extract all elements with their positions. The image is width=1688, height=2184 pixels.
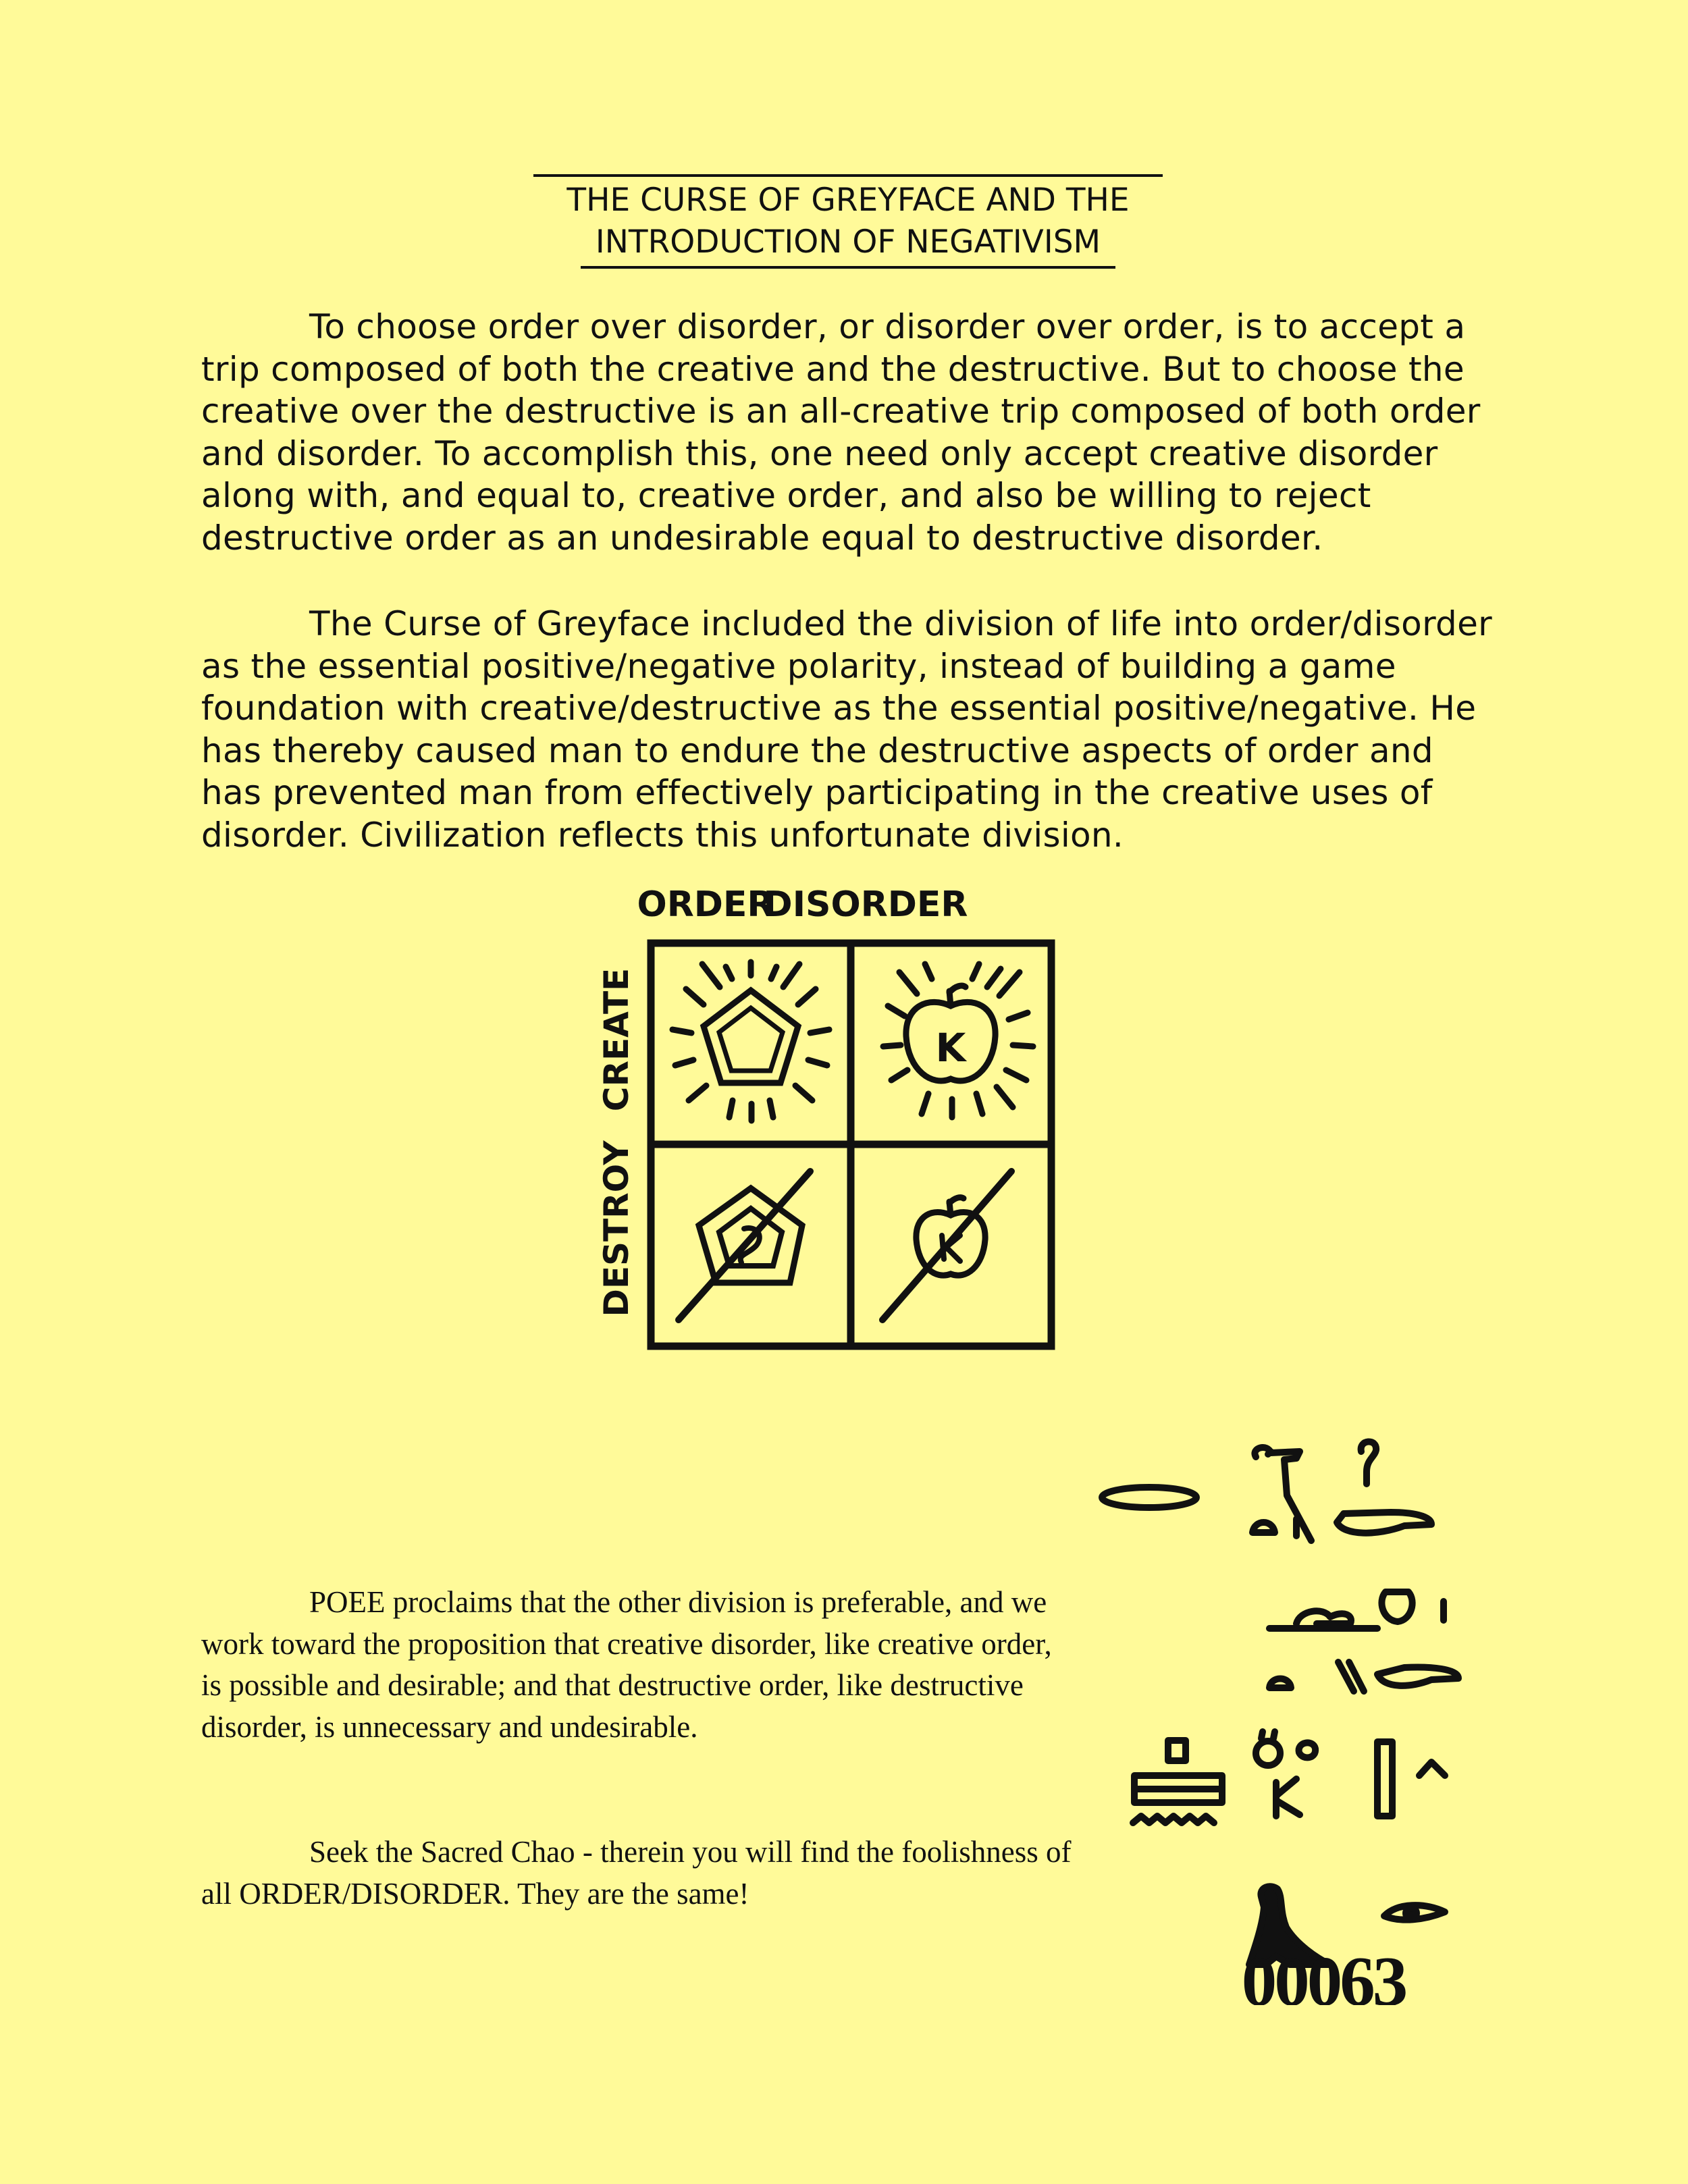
pot-glyph-icon [1381, 1592, 1444, 1622]
radiant-apple-icon [883, 964, 1033, 1117]
paragraph-1: To choose order over disorder, or disorder over order, is to accept a trip composed of both the creative and the destructive. But to choose the creative over the destructive is an all-creative trip composed of both order and disorder. To accomplish this, one need only accept creative disorder along with, and equal to, creative order, and also be willing to reject destructive order as an undesirable equal to destructive disorder. [201, 307, 1481, 558]
lion-glyph-icon [1269, 1611, 1377, 1628]
hieroglyphs-decoration [1094, 1424, 1485, 2005]
loaf-glyph-2-icon [1269, 1662, 1458, 1691]
basket-glyph-icon [1337, 1441, 1431, 1533]
paragraph-3: POEE proclaims that the other division is preferable, and we work toward the proposition that creative disorder, like creative order, is possible and desirable; and that destructive order, like destructive disorder, is unnecessary and undesirable. [201, 1585, 1052, 1744]
label-disorder: DISORDER [763, 884, 968, 925]
page-number: 00063 [1241, 1942, 1406, 2005]
label-order: ORDER [637, 884, 774, 925]
mouth-glyph-icon [1102, 1487, 1196, 1508]
ring-glyph-icon [1256, 1732, 1315, 1816]
radiant-pentagon-icon [672, 962, 829, 1121]
label-create: CREATE [597, 967, 636, 1112]
paragraph-4: Seek the Sacred Chao - therein you will find the foolishness of all ORDER/DISORDER. They are the same! [201, 1835, 1072, 1911]
paragraph-2: The Curse of Greyface included the division of life into order/disorder as the essential positive/negative polarity, instead of building a game foundation with creative/destructive as the essential positive/negative. He has thereby caused man to endure the destructive aspects of order and has prevented man from effectively participating in the creative uses of disorder. Civilization reflects this unfortunate division. [201, 604, 1493, 855]
eye-glyph-icon [1384, 1905, 1445, 1920]
order-disorder-diagram [587, 884, 1074, 1357]
apple-letter: K [935, 1025, 966, 1071]
page-title [533, 174, 1163, 269]
door-glyph-icon [1133, 1740, 1222, 1823]
crossed-pentagon-icon [679, 1171, 810, 1320]
title-line-1: THE CURSE OF GREYFACE AND THE [566, 182, 1130, 219]
title-line-2: INTRODUCTION OF NEGATIVISM [581, 221, 1115, 269]
label-destroy: DESTROY [597, 1140, 636, 1317]
crossed-apple-icon [882, 1171, 1011, 1320]
arm-glyph-icon [1255, 1447, 1311, 1541]
column-glyph-icon [1377, 1742, 1445, 1816]
loaf-glyph-icon [1252, 1519, 1296, 1536]
